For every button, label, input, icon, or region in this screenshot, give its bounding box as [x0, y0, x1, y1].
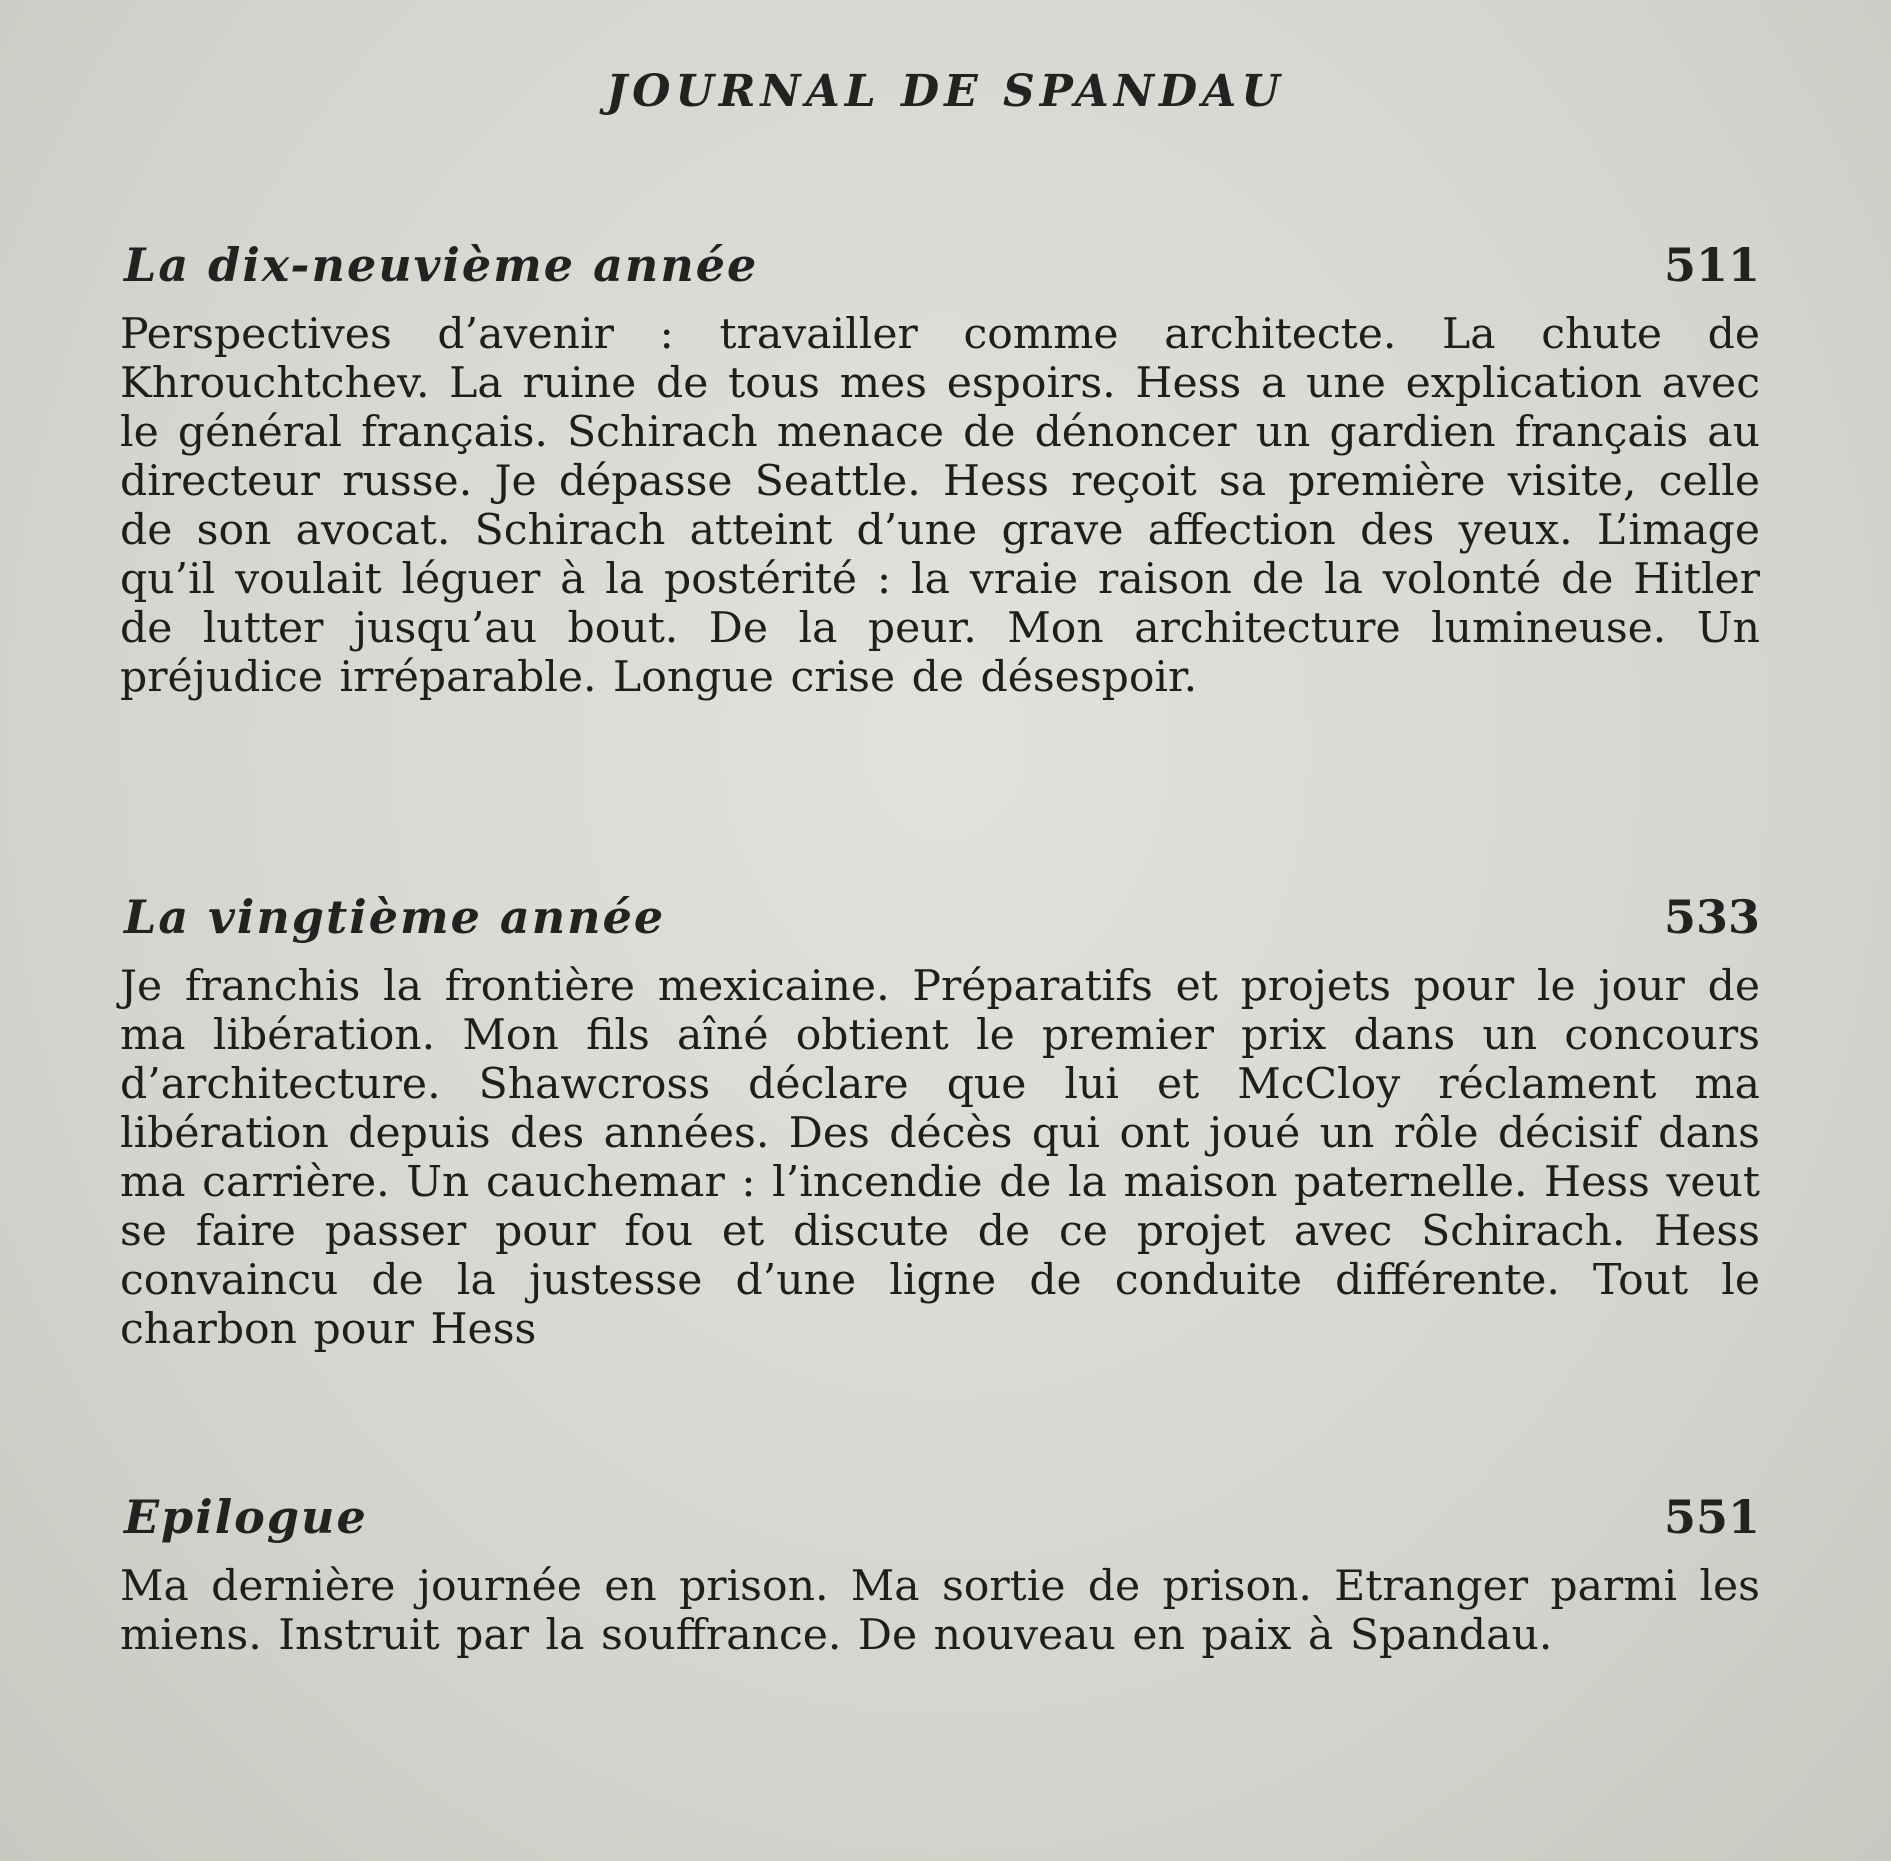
section-summary: Ma dernière journée en prison. Ma sortie de prison. Etranger parmi les miens. Instruit par la souffrance. De nouveau en paix à Spandau. [120, 1562, 1760, 1660]
section-heading [120, 1490, 1760, 1550]
section-page-number: 511 [1663, 238, 1760, 292]
toc-section-19th-year [120, 238, 1760, 702]
section-title: La vingtième année [124, 890, 666, 944]
section-page-number: 551 [1663, 1490, 1760, 1544]
section-title: La dix-neuvième année [124, 238, 759, 292]
running-head: JOURNAL DE SPANDAU [606, 66, 1285, 117]
section-heading [120, 238, 1760, 298]
section-title: Epilogue [124, 1490, 368, 1544]
section-page-number: 533 [1663, 890, 1760, 944]
section-summary: Perspectives d’avenir : travailler comme architecte. La chute de Khrouchtchev. La ruine de tous mes espoirs. Hess a une explication avec le général français. Schirach menace de dénoncer un gardien français au directeur russe. Je dépasse Seattle. Hess reçoit sa première visite, celle de son avocat. Schirach atteint d’une grave affection des yeux. L’image qu’il voulait léguer à la postérité : la vraie raison de la volonté de Hitler de lutter jusqu’au bout. De la peur. Mon architecture lumineuse. Un préjudice irréparable. Longue crise de désespoir. [120, 310, 1760, 702]
toc-section-epilogue [120, 1490, 1760, 1660]
toc-section-20th-year [120, 890, 1760, 1354]
section-heading [120, 890, 1760, 950]
section-summary: Je franchis la frontière mexicaine. Préparatifs et projets pour le jour de ma libération. Mon fils aîné obtient le premier prix dans un concours d’architecture. Shawcross déclare que lui et McCloy réclament ma libération depuis des années. Des décès qui ont joué un rôle décisif dans ma carrière. Un cauchemar : l’incendie de la maison paternelle. Hess veut se faire passer pour fou et discute de ce projet avec Schirach. Hess convaincu de la justesse d’une ligne de conduite différente. Tout le charbon pour Hess [120, 962, 1760, 1354]
